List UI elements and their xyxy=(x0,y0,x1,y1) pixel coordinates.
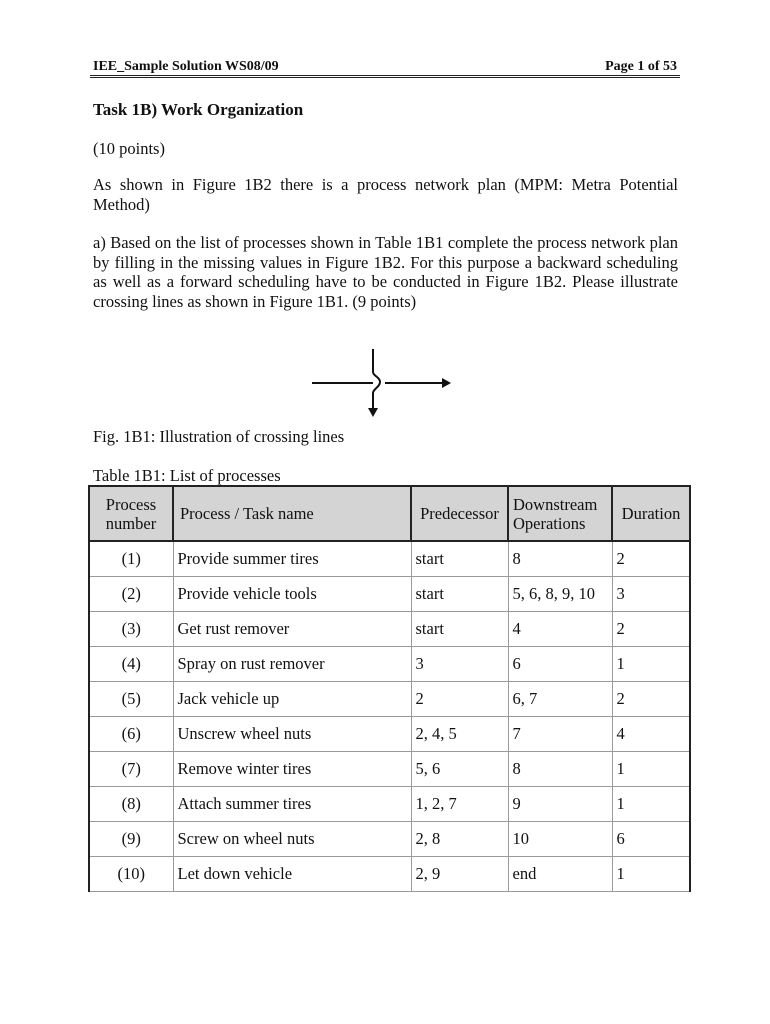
part-a-paragraph: a) Based on the list of processes shown in Table 1B1 complete the process network plan by filling in the missing values in Figure 1B2. For this purpose a backward scheduling as well as a forward scheduling have to be conducted in Figure 1B2. Please illustrate crossing lines as shown in Figure 1B1. (9 points) xyxy=(93,233,678,311)
process-number-cell: (1) xyxy=(89,541,173,577)
table-header-row xyxy=(89,486,690,541)
task-name-cell: Let down vehicle xyxy=(173,857,411,892)
task-name-cell: Screw on wheel nuts xyxy=(173,822,411,857)
task-name-cell: Unscrew wheel nuts xyxy=(173,717,411,752)
predecessor-cell: 5, 6 xyxy=(411,752,508,787)
predecessor-cell: start xyxy=(411,612,508,647)
process-number-cell: (7) xyxy=(89,752,173,787)
downstream-cell: 5, 6, 8, 9, 10 xyxy=(508,577,612,612)
duration-cell: 1 xyxy=(612,857,690,892)
duration-cell: 6 xyxy=(612,822,690,857)
process-table xyxy=(88,485,691,892)
task-name-cell: Jack vehicle up xyxy=(173,682,411,717)
downstream-cell: 6, 7 xyxy=(508,682,612,717)
duration-cell: 1 xyxy=(612,787,690,822)
task-name-cell: Get rust remover xyxy=(173,612,411,647)
table-row xyxy=(89,717,690,752)
table-row xyxy=(89,541,690,577)
task-points: (10 points) xyxy=(93,139,165,158)
task-name-cell: Attach summer tires xyxy=(173,787,411,822)
page-header xyxy=(93,59,677,75)
predecessor-cell: start xyxy=(411,541,508,577)
header-predecessor: Predecessor xyxy=(411,486,508,541)
downstream-cell: 9 xyxy=(508,787,612,822)
predecessor-cell: 1, 2, 7 xyxy=(411,787,508,822)
table-row xyxy=(89,822,690,857)
predecessor-cell: 2, 9 xyxy=(411,857,508,892)
task-name-cell: Remove winter tires xyxy=(173,752,411,787)
page-number: Page 1 of 53 xyxy=(605,59,677,74)
predecessor-cell: 2, 4, 5 xyxy=(411,717,508,752)
downstream-cell: 10 xyxy=(508,822,612,857)
table-row xyxy=(89,857,690,892)
table-row xyxy=(89,682,690,717)
process-number-cell: (9) xyxy=(89,822,173,857)
predecessor-cell: 2, 8 xyxy=(411,822,508,857)
process-number-cell: (10) xyxy=(89,857,173,892)
downstream-cell: 8 xyxy=(508,541,612,577)
header-divider xyxy=(90,75,680,78)
duration-cell: 1 xyxy=(612,752,690,787)
duration-cell: 3 xyxy=(612,577,690,612)
process-number-cell: (2) xyxy=(89,577,173,612)
process-number-cell: (3) xyxy=(89,612,173,647)
duration-cell: 2 xyxy=(612,541,690,577)
header-duration: Duration xyxy=(612,486,690,541)
downstream-cell: 8 xyxy=(508,752,612,787)
task-name-cell: Provide summer tires xyxy=(173,541,411,577)
intro-paragraph: As shown in Figure 1B2 there is a process network plan (MPM: Metra Potential Method) xyxy=(93,175,678,214)
process-number-cell: (6) xyxy=(89,717,173,752)
predecessor-cell: 2 xyxy=(411,682,508,717)
duration-cell: 2 xyxy=(612,682,690,717)
predecessor-cell: 3 xyxy=(411,647,508,682)
table-row xyxy=(89,612,690,647)
process-number-cell: (5) xyxy=(89,682,173,717)
predecessor-cell: start xyxy=(411,577,508,612)
table-row xyxy=(89,787,690,822)
figure-caption: Fig. 1B1: Illustration of crossing lines xyxy=(93,427,345,446)
duration-cell: 4 xyxy=(612,717,690,752)
task-name-cell: Provide vehicle tools xyxy=(173,577,411,612)
process-number-cell: (4) xyxy=(89,647,173,682)
table-caption: Table 1B1: List of processes xyxy=(93,466,281,485)
task-name-cell: Spray on rust remover xyxy=(173,647,411,682)
header-downstream: Downstream Operations xyxy=(508,486,612,541)
header-task-name: Process / Task name xyxy=(173,486,411,541)
crossing-lines-icon xyxy=(305,346,465,421)
process-number-cell: (8) xyxy=(89,787,173,822)
table-row xyxy=(89,647,690,682)
downstream-cell: 6 xyxy=(508,647,612,682)
duration-cell: 1 xyxy=(612,647,690,682)
downstream-cell: 4 xyxy=(508,612,612,647)
table-row xyxy=(89,577,690,612)
downstream-cell: 7 xyxy=(508,717,612,752)
duration-cell: 2 xyxy=(612,612,690,647)
downstream-cell: end xyxy=(508,857,612,892)
document-title: IEE_Sample Solution WS08/09 xyxy=(93,59,279,74)
table-row xyxy=(89,752,690,787)
task-title: Task 1B) Work Organization xyxy=(93,100,304,119)
header-process-number: Process number xyxy=(89,486,173,541)
